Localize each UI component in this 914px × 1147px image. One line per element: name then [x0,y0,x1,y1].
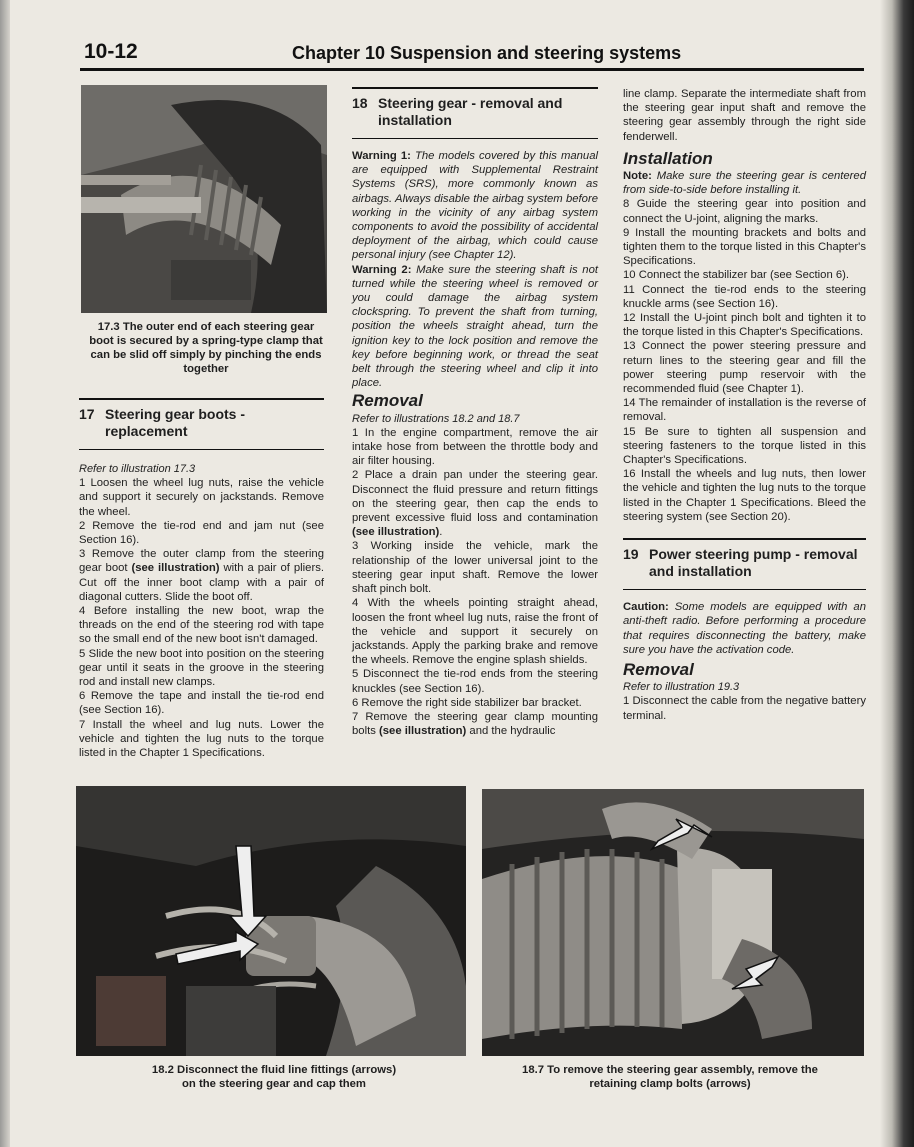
step-18-13: 13 Connect the power steering pressure and return lines to the steering gear and fill the power steering pump reservoir with the recommended fluid (see Chapter 1). [623,340,866,396]
step-18-12: 12 Install the U-joint pinch bolt and tighten it to the torque listed in this Chapter's Specifications. [623,312,866,339]
step-17-2: 2 Remove the tie-rod end and jam nut (see Section 16). [79,519,324,547]
step-18-4: 4 With the wheels pointing straight ahead, loosen the front wheel lug nuts, raise the front of the vehicle and support it securely on jackstands. Apply the parking brake and remove the wheels. Remove the engine splash shields. [352,597,598,667]
step-17-7: 7 Install the wheel and lug nuts. Lower the vehicle and tighten the lug nuts to the torque listed in the Chapter 1 Specifications. [79,718,324,760]
section-19-number: 19 [623,546,639,563]
step-18-6: 6 Remove the right side stabilizer bar bracket. [352,696,582,709]
removal-heading-19: Removal [623,659,694,679]
ref-17-3: Refer to illustration 17.3 [79,463,196,475]
caption-18-2: 18.2 Disconnect the fluid line fittings (arrows) on the steering gear and cap them [151,1064,397,1090]
step-18-7: 7 Remove the steering gear clamp mounting bolts (see illustration) and the hydraulic [352,710,598,738]
caption-18-7: 18.7 To remove the steering gear assembly, remove the retaining clamp bolts (arrows) [522,1064,818,1090]
step-17-6: 6 Remove the tape and install the tie-rod end (see Section 16). [79,690,324,717]
column-3 [623,87,866,723]
section-17-title: Steering gear boots - replacement [105,406,246,439]
step-18-11: 11 Connect the tie-rod ends to the steering knuckle arms (see Section 16). [623,283,866,310]
step-18-16: 16 Install the wheels and lug nuts, then lower the vehicle and tighten the lug nuts to the torque listed in the Chapter 1 Specifications. Bleed the steering system (see Section 20). [623,468,866,523]
photo-17-3 [81,85,327,313]
step-18-9: 9 Install the mounting brackets and bolts and tighten them to the torque listed in this Chapter's Specifications. [623,226,866,268]
column-2 [352,87,598,738]
installation-heading-18: Installation [623,148,713,168]
section-18-number: 18 [352,95,368,111]
page-number: 10-12 [84,40,138,63]
note-18: Note: Make sure the steering gear is centered from side-to-side before installing it. [623,170,866,197]
step-18-14: 14 The remainder of installation is the reverse of removal. [623,397,866,424]
ref-18: Refer to illustrations 18.2 and 18.7 [352,412,520,425]
section-17-number: 17 [79,406,95,422]
page-spine-shadow [0,0,10,1147]
step-18-10: 10 Connect the stabilizer bar (see Section 6). [623,269,850,282]
section-18-title: Steering gear - removal and installation [378,95,563,128]
section-17-heading [79,398,324,450]
ref-19-3: Refer to illustration 19.3 [623,681,740,694]
step-18-1: 1 In the engine compartment, remove the air intake hose from between the throttle body and air filter housing. [352,426,598,468]
step-18-3: 3 Working inside the vehicle, mark the relationship of the lower universal joint to the steering gear input shaft. Remove the lower shaft pinch bolt. [352,540,598,596]
warning-2: Warning 2: Make sure the steering shaft is not turned while the steering wheel is removed or you could damage the airbag system clockspring. To prevent the shaft from turning, position the wheels straight ahead, turn the ignition key to the lock position and remove the key before beginning work, or thread the seat belt through the steering wheel and clip it into place. [352,263,598,390]
caution-19: Caution: Some models are equipped with an anti-theft radio. Before performing a procedure that requires disconnecting the battery, make sure you have the activation code. [623,601,866,656]
step-17-3: 3 Remove the outer clamp from the steering gear boot (see illustration) with a pair of pliers. Cut off the inner boot clamp with a pair of diagonal cutters. Slide the boot off. [79,548,324,603]
step-18-5: 5 Disconnect the tie-rod ends from the steering knuckles (see Section 16). [352,668,598,695]
chapter-title: Chapter 10 Suspension and steering systems [292,43,682,63]
header-rule [80,68,864,71]
step-18-15: 15 Be sure to tighten all suspension and steering fasteners to the torque listed in this Chapter's Specifications. [623,425,866,467]
step-18-8: 8 Guide the steering gear into position and connect the U-joint, aligning the marks. [623,198,866,225]
step-18-2: 2 Place a drain pan under the steering gear. Disconnect the fluid pressure and return fittings on the steering gear, then cap the ends to prevent excessive fluid loss and contamination (see illustration). [352,469,598,539]
section-19-title: Power steering pump - removal and installation [649,546,858,580]
section-18-heading [352,87,598,139]
caption-17-3: 17.3 The outer end of each steering gear boot is secured by a spring-type clamp that can be slid off simply by pinching the ends together [89,321,323,375]
removal-heading-18: Removal [352,391,423,411]
step-17-4: 4 Before installing the new boot, wrap the threads on the end of the steering rod with tape so the small end of the new boot isn't damaged. [79,605,324,646]
step-19-1: 1 Disconnect the cable from the negative battery terminal. [623,695,866,722]
step-17-1: 1 Loosen the wheel lug nuts, raise the vehicle and support it securely on jackstands. Remove the wheel. [79,477,324,518]
step-18-7-continued: line clamp. Separate the intermediate shaft from the steering gear input shaft and remove the steering gear assembly through the right side fenderwell. [623,88,866,143]
warning-1: Warning 1: The models covered by this manual are equipped with Supplemental Restraint Systems (SRS), more commonly known as airbags. Always disable the airbag system before working in the vicinity of any airbag system components to avoid the possibility of accidental deployment of the airbag, which could cause personal injury (see Chapter 12). [352,150,598,262]
photo-18-2 [76,786,466,1056]
section-19-heading [623,538,866,590]
column-1 [79,398,324,760]
page-right-edge-shadow [880,0,914,1147]
photo-18-7 [482,789,864,1056]
step-17-5: 5 Slide the new boot into position on the steering gear until it seats in the groove in the steering rod and install new clamps. [79,647,324,689]
